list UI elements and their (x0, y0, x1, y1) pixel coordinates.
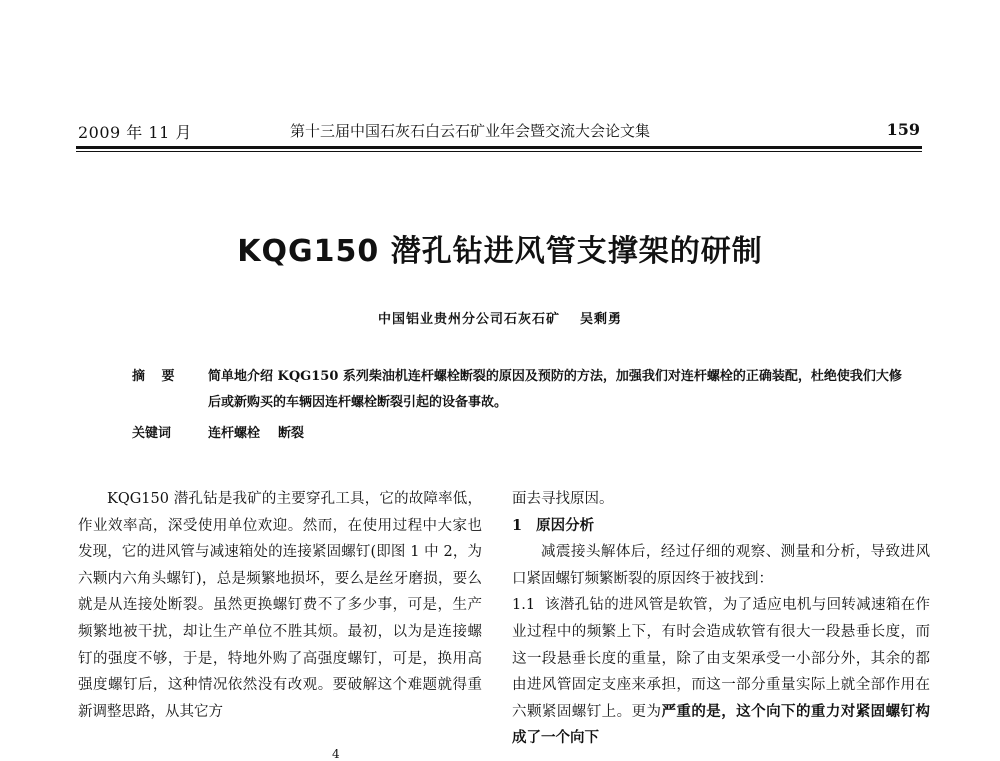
section-number: 1 (512, 516, 523, 534)
running-header (78, 116, 920, 144)
abstract-text: 简单地介绍 KQG150 系列柴油机连杆螺栓断裂的原因及预防的方法，加强我们对连杆螺栓的正确装配，杜绝使我们大修后或新购买的车辆因连杆螺栓断裂引起的设备事故。 (208, 369, 902, 410)
header-rule-thick (76, 146, 922, 149)
item-text: 该潜孔钻的进风管是软管，为了适应电机与回转减速箱在作业过程中的频繁上下，有时会造成软管有很大一段悬垂长度，而这一段悬垂长度的重量，除了由支架承受一小部分外，其余的都由进风管固定支座来承担，而这一部分重量实际上就全部作用在六颗紧固螺钉上。更为 (512, 597, 931, 720)
section-paragraph: 减震接头解体后，经过仔细的观察、测量和分析，导致进风口紧固螺钉频繁断裂的原因终于被找到： (512, 544, 930, 587)
body-column-left (78, 486, 482, 725)
affiliation: 中国铝业贵州分公司石灰石矿 (377, 312, 560, 327)
list-item-1-1 (512, 592, 930, 752)
keywords-label: 关键词 (132, 426, 172, 441)
item-text-emphasis: 严重的是，这个向下的重力对紧固螺钉构成了一个向下 (512, 702, 931, 747)
header-proceedings-title: 第十三届中国石灰石白云石矿业年会暨交流大会论文集 (290, 122, 651, 140)
header-page-number: 159 (886, 120, 920, 139)
article-title: KQG150 潜孔钻进风管支撑架的研制 (237, 234, 763, 269)
section-title: 原因分析 (536, 516, 595, 534)
item-number: 1.1 (512, 597, 536, 614)
intro-paragraph-continued: 面去寻找原因。 (512, 491, 614, 507)
keywords-block (132, 422, 322, 441)
author-line (0, 308, 1000, 327)
figure-marker: 4 (332, 747, 340, 761)
header-date: 2009 年 11 月 (78, 123, 192, 142)
author-name: 吴剩勇 (580, 312, 623, 327)
intro-paragraph: KQG150 潜孔钻是我矿的主要穿孔工具，它的故障率低，作业效率高，深受使用单位欢迎。然而，在使用过程中大家也发现，它的进风管与减速箱处的连接紧固螺钉(即图 1 中 2，为六颗内六角头螺钉)，总是频繁地损坏，要么是丝牙磨损，要么就是从连接处断裂。虽然更换螺钉费不了多少事，可是，生产频繁地被干扰，却让生产单位不胜其烦。最初，以为是连接螺钉的强度不够，于是，特地外购了高强度螺钉，可是，换用高强度螺钉后，这种情况依然没有改观。要破解这个难题就得重新调整思路，从其它方 (78, 491, 482, 720)
header-rule-thin (76, 151, 922, 152)
abstract-label: 摘 要 (132, 369, 181, 384)
abstract-block (132, 364, 902, 416)
keyword: 断裂 (278, 426, 305, 441)
body-column-right (512, 486, 930, 752)
section-heading (512, 513, 930, 540)
keyword: 连杆螺栓 (208, 426, 261, 441)
